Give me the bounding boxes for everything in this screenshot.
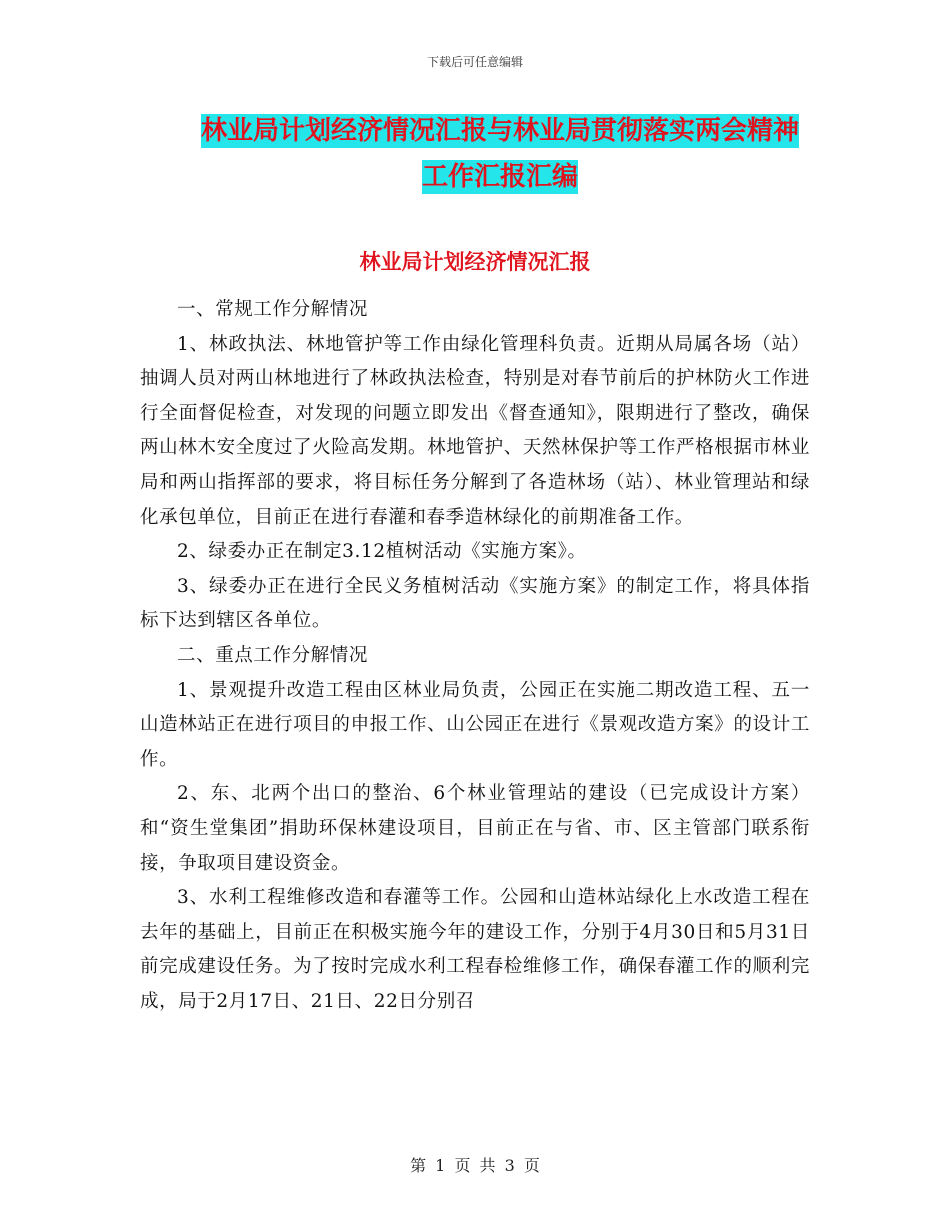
paragraph: 1、景观提升改造工程由区林业局负责，公园正在实施二期改造工程、五一山造林站正在进行项目的申报工作、山公园正在进行《景观改造方案》的设计工作。: [140, 679, 810, 770]
page-number-footer: 第 1 页 共 3 页: [410, 1156, 540, 1175]
heading-routine-work: 一、常规工作分解情况: [177, 299, 369, 320]
document-body: [140, 293, 810, 1019]
paragraph: 2、东、北两个出口的整治、6个林业管理站的建设（已完成设计方案）和“资生堂集团”捐助环保林建设项目，目前正在与省、市、区主管部门联系衔接，争取项目建设资金。: [140, 783, 810, 874]
section-title: 林业局计划经济情况汇报: [359, 250, 591, 274]
paragraph: 2、绿委办正在制定3.12植树活动《实施方案》。: [177, 541, 587, 563]
paragraph: 3、水利工程维修改造和春灌等工作。公园和山造林站绿化上水改造工程在去年的基础上，目前正在积极实施今年的建设工作，分别于4月30日和5月31日前完成建设任务。为了按时完成水利工程春检维修工作，确保春灌工作的顺利完成，局于2月17日、21日、22日分别召: [140, 887, 810, 1012]
document-title-line-1: 林业局计划经济情况汇报与林业局贯彻落实两会精神: [200, 116, 799, 146]
document-title-line-2: 工作汇报汇编: [421, 162, 578, 192]
document-title: [120, 108, 880, 200]
paragraph: 1、林政执法、林地管护等工作由绿化管理科负责。近期从局属各场（站）抽调人员对两山林地进行了林政执法检查，特别是对春节前后的护林防火工作进行全面督促检查，对发现的问题立即发出《督查通知》，限期进行了整改，确保两山林木安全度过了火险高发期。林地管护、天然林保护等工作严格根据市林业局和两山指挥部的要求，将目标任务分解到了各造林场（站）、林业管理站和绿化承包单位，目前正在进行春灌和春季造林绿化的前期准备工作。: [140, 333, 810, 528]
page-header: 下载后可任意编辑: [426, 55, 523, 69]
paragraph: 3、绿委办正在进行全民义务植树活动《实施方案》的制定工作，将具体指标下达到辖区各单位。: [140, 575, 810, 632]
heading-key-work: 二、重点工作分解情况: [177, 644, 369, 666]
